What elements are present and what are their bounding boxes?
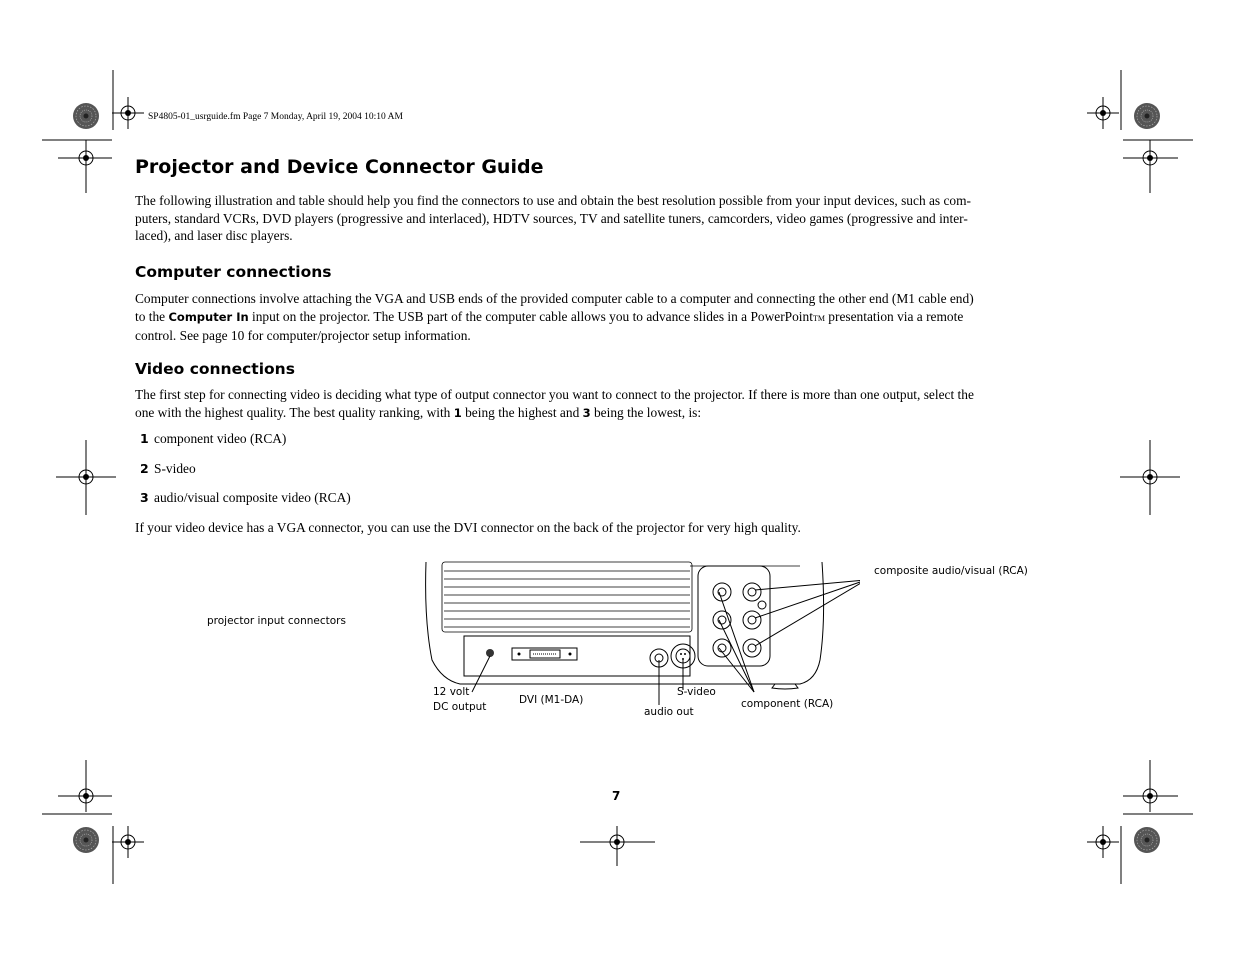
list-number: 2 [140, 461, 149, 476]
list-text: audio/visual composite video (RCA) [154, 490, 351, 505]
intro-line: laced), and laser disc players. [135, 228, 293, 243]
label-audio-out: audio out [644, 706, 694, 718]
computer-connections-heading: Computer connections [135, 263, 332, 281]
video-line-2 [135, 404, 1105, 423]
list-text: component video (RCA) [154, 431, 287, 446]
computer-line-2 [135, 308, 1105, 328]
list-number: 3 [140, 490, 149, 505]
rank-low: 3 [582, 405, 591, 420]
dvi-note: If your video device has a VGA connector, you can use the DVI connector on the back of the projector for very high quality. [135, 520, 801, 535]
label-12-volt: 12 volt [433, 686, 470, 698]
video-connections-paragraph [135, 386, 1105, 422]
computer-in-label: Computer In [168, 309, 249, 324]
figure-caption: projector input connectors [207, 615, 346, 627]
computer-line-1: Computer connections involve attaching the VGA and USB ends of the provided computer cable to a computer and connecting the other end (M1 cable end) [135, 291, 974, 306]
list-item [140, 461, 196, 477]
page-title: Projector and Device Connector Guide [135, 156, 544, 178]
intro-line: puters, standard VCRs, DVD players (progressive and interlaced), HDTV sources, TV and satellite tuners, camcorders, video games (progressive and inter- [135, 210, 968, 226]
trademark: TM [812, 313, 825, 323]
list-item [140, 490, 351, 506]
computer-connections-paragraph [135, 290, 1105, 345]
rank-high: 1 [453, 405, 462, 420]
page-number: 7 [612, 789, 621, 803]
label-composite: composite audio/visual (RCA) [874, 565, 1028, 577]
text-span: being the lowest, is: [590, 404, 702, 420]
list-text: S-video [154, 461, 196, 476]
projector-illustration [420, 560, 860, 710]
file-info-header: SP4805-01_usrguide.fm Page 7 Monday, April 19, 2004 10:10 AM [148, 112, 403, 122]
label-component: component (RCA) [741, 698, 834, 710]
list-number: 1 [140, 431, 149, 446]
computer-line-3: control. See page 10 for computer/projector setup information. [135, 328, 471, 343]
intro-paragraph [135, 192, 1105, 245]
text-span: input on the projector. The USB part of the computer cable allows you to advance slides in a PowerPoint [248, 308, 813, 324]
list-item [140, 431, 286, 447]
text-span: being the highest and [461, 404, 583, 420]
text-span: presentation via a remote [824, 308, 964, 324]
label-dc-output: DC output [433, 701, 487, 713]
label-svideo: S-video [677, 686, 716, 698]
text-span: to the [135, 308, 169, 324]
text-span: one with the highest quality. The best quality ranking, with [135, 404, 454, 420]
intro-line: The following illustration and table should help you find the connectors to use and obtain the best resolution possible from your input devices, such as com- [135, 193, 972, 208]
video-line-1: The first step for connecting video is deciding what type of output connector you want to connect to the projector. If there is more than one output, select the [135, 387, 974, 402]
video-connections-heading: Video connections [135, 360, 295, 378]
label-dvi: DVI (M1-DA) [519, 694, 584, 706]
